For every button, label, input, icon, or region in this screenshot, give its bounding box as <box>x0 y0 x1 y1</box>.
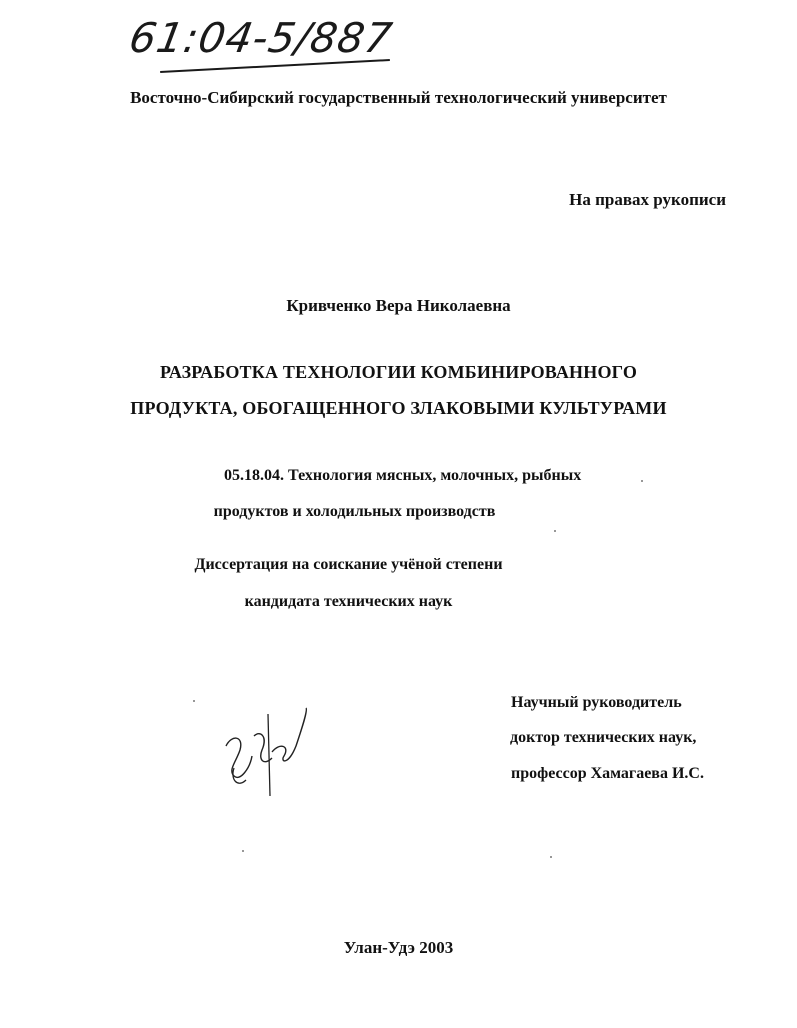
scan-speck <box>554 530 556 532</box>
author-name: Кривченко Вера Николаевна <box>286 296 511 315</box>
author-signature <box>218 706 318 801</box>
handwritten-catalog-number: 61:04-5/887 <box>125 14 397 62</box>
scan-speck <box>193 700 195 702</box>
supervisor-line-3: профессор Хамагаева И.С. <box>511 765 704 782</box>
dissertation-title-line-2: ПРОДУКТА, ОБОГАЩЕННОГО ЗЛАКОВЫМИ КУЛЬТУРАМИ <box>130 398 667 418</box>
degree-line-2: кандидата технических наук <box>244 593 453 610</box>
supervisor-line-1: Научный руководитель <box>511 694 682 711</box>
specialty-line-2: продуктов и холодильных производств <box>213 503 496 520</box>
scan-speck <box>550 856 552 858</box>
university-name: Восточно-Сибирский государственный технологический университет <box>130 88 667 107</box>
supervisor-line-2: доктор технических наук, <box>510 729 697 746</box>
scan-speck <box>641 480 643 482</box>
specialty-line-1: 05.18.04. Технология мясных, молочных, рыбных <box>224 467 582 484</box>
dissertation-title-line-1: РАЗРАБОТКА ТЕХНОЛОГИИ КОМБИНИРОВАННОГО <box>159 362 638 382</box>
scan-speck <box>242 850 244 852</box>
manuscript-rights-note: На правах рукописи <box>569 190 726 209</box>
degree-line-1: Диссертация на соискание учёной степени <box>194 556 503 573</box>
city-and-year: Улан-Удэ 2003 <box>343 938 454 957</box>
